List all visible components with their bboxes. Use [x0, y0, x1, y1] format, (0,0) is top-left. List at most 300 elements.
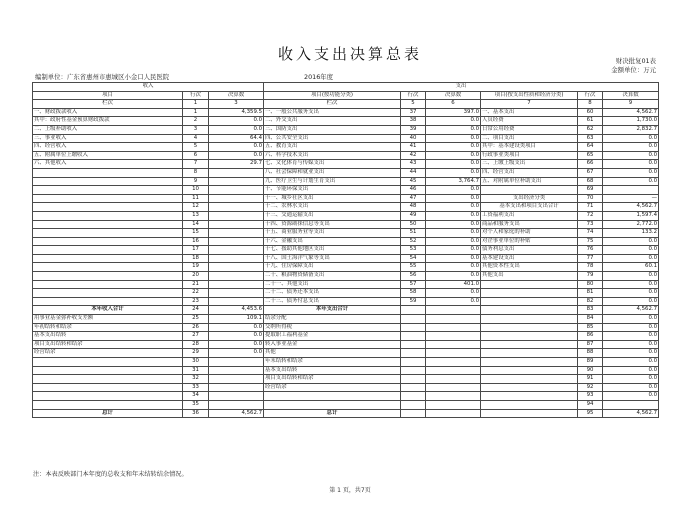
economic-item — [481, 340, 578, 349]
economic-row: 94 — [578, 400, 603, 409]
function-amount: 0.0 — [426, 229, 481, 238]
col-number: 9 — [603, 100, 659, 109]
table-row — [33, 409, 659, 418]
table-row — [33, 246, 659, 255]
income-item — [33, 168, 183, 177]
income-row: 35 — [183, 400, 209, 409]
function-amount: 0.0 — [426, 186, 481, 195]
table-row — [33, 297, 659, 306]
economic-row: 87 — [578, 340, 603, 349]
table-row — [33, 151, 659, 160]
income-row: 7 — [183, 160, 209, 169]
income-row: 20 — [183, 272, 209, 281]
income-item: 项目支出结转和结余 — [33, 340, 183, 349]
economic-row: 75 — [578, 237, 603, 246]
income-item — [33, 366, 183, 375]
function-row: 49 — [401, 211, 426, 220]
function-amount — [426, 366, 481, 375]
economic-item — [481, 306, 578, 315]
economic-row: 86 — [578, 332, 603, 341]
economic-row: 88 — [578, 349, 603, 358]
economic-amount: 0.0 — [603, 143, 659, 152]
income-row: 23 — [183, 297, 209, 306]
economic-amount: 0.0 — [603, 160, 659, 169]
income-amount: 64.4 — [209, 134, 264, 143]
economic-amount: 2,832.7 — [603, 125, 659, 134]
income-item — [33, 254, 183, 263]
economic-amount: 0.0 — [603, 323, 659, 332]
income-row: 22 — [183, 289, 209, 298]
income-row: 36 — [183, 409, 209, 418]
economic-amount: 0.0 — [603, 358, 659, 367]
economic-row: 82 — [578, 297, 603, 306]
table-row — [33, 237, 659, 246]
income-section-header: 收入 — [33, 83, 264, 92]
economic-amount: 0.0 — [603, 168, 659, 177]
income-item — [33, 246, 183, 255]
function-amount: 0.0 — [426, 220, 481, 229]
function-amount: 0.0 — [426, 143, 481, 152]
function-amount: 0.0 — [426, 203, 481, 212]
income-row: 8 — [183, 168, 209, 177]
function-row: 46 — [401, 186, 426, 195]
income-item — [33, 203, 183, 212]
function-row: 53 — [401, 246, 426, 255]
function-row: 54 — [401, 254, 426, 263]
table-row — [33, 194, 659, 203]
income-item — [33, 289, 183, 298]
function-item: 经营结余 — [264, 383, 401, 392]
income-item: 一、财政拨款收入 — [33, 108, 183, 117]
income-amount — [209, 280, 264, 289]
economic-item: 日常公用经费 — [481, 125, 578, 134]
table-row — [33, 392, 659, 401]
table-row — [33, 280, 659, 289]
function-amount: 0.0 — [426, 254, 481, 263]
function-row: 55 — [401, 263, 426, 272]
col-label: 栏次 — [264, 100, 401, 109]
economic-item: 工资福利支出 — [481, 211, 578, 220]
header-row: 行次 — [578, 91, 603, 100]
income-amount — [209, 194, 264, 203]
table-row — [33, 220, 659, 229]
function-row — [401, 392, 426, 401]
economic-item: 基本支出和项目支出合计 — [481, 203, 578, 212]
economic-row: 64 — [578, 143, 603, 152]
economic-item — [481, 392, 578, 401]
function-item: 五、教育支出 — [264, 143, 401, 152]
economic-amount: 0.0 — [603, 366, 659, 375]
table-row — [33, 168, 659, 177]
income-item — [33, 263, 183, 272]
col-number: 7 — [481, 100, 578, 109]
function-row — [401, 332, 426, 341]
table-row — [33, 306, 659, 315]
income-row: 28 — [183, 340, 209, 349]
table-row — [33, 117, 659, 126]
function-item: 四、公共安全支出 — [264, 134, 401, 143]
income-row: 5 — [183, 143, 209, 152]
function-amount: 0.0 — [426, 297, 481, 306]
economic-amount: 0.0 — [603, 375, 659, 384]
table-row — [33, 229, 659, 238]
economic-row: 79 — [578, 272, 603, 281]
income-item — [33, 220, 183, 229]
function-amount: 0.0 — [426, 151, 481, 160]
income-item — [33, 211, 183, 220]
table-row — [33, 254, 659, 263]
economic-item: 其他资本性支出 — [481, 263, 578, 272]
economic-row: 61 — [578, 117, 603, 126]
income-row: 18 — [183, 254, 209, 263]
header-item-economic: 项目(按支出性质和经济分类) — [481, 91, 578, 100]
income-item — [33, 375, 183, 384]
function-item: 十二、农林水支出 — [264, 203, 401, 212]
income-item: 基本支出结转 — [33, 332, 183, 341]
function-row: 43 — [401, 160, 426, 169]
function-item: 三、国防支出 — [264, 125, 401, 134]
economic-row: 77 — [578, 254, 603, 263]
income-row: 17 — [183, 246, 209, 255]
function-item: 总计 — [264, 409, 401, 418]
income-amount — [209, 168, 264, 177]
income-item — [33, 272, 183, 281]
income-amount: 0.0 — [209, 349, 264, 358]
col-label: 栏次 — [33, 100, 183, 109]
economic-row: 91 — [578, 375, 603, 384]
income-amount: 0.0 — [209, 340, 264, 349]
table-row — [33, 177, 659, 186]
economic-row: 72 — [578, 211, 603, 220]
income-item: 经营结余 — [33, 349, 183, 358]
table-row — [33, 272, 659, 281]
income-item — [33, 358, 183, 367]
function-row — [401, 306, 426, 315]
income-row: 26 — [183, 323, 209, 332]
table-row — [33, 263, 659, 272]
economic-row: 73 — [578, 220, 603, 229]
economic-row: 80 — [578, 280, 603, 289]
income-item — [33, 297, 183, 306]
function-item: 十七、援助其他地区支出 — [264, 246, 401, 255]
income-amount: 0.0 — [209, 125, 264, 134]
income-item — [33, 194, 183, 203]
function-amount: 3,764.7 — [426, 177, 481, 186]
function-item: 一、一般公共服务支出 — [264, 108, 401, 117]
function-row — [401, 315, 426, 324]
function-row: 47 — [401, 194, 426, 203]
income-amount — [209, 366, 264, 375]
table-row — [33, 358, 659, 367]
income-row: 21 — [183, 280, 209, 289]
income-row: 30 — [183, 358, 209, 367]
function-row: 57 — [401, 280, 426, 289]
function-amount: 0.0 — [426, 289, 481, 298]
function-amount — [426, 332, 481, 341]
income-row: 13 — [183, 211, 209, 220]
economic-row: 90 — [578, 366, 603, 375]
economic-row: 76 — [578, 246, 603, 255]
economic-amount: 4,562.7 — [603, 203, 659, 212]
function-item: 十、节能环保支出 — [264, 186, 401, 195]
income-item: 用事业基金弥补收支差额 — [33, 315, 183, 324]
table-row — [33, 400, 659, 409]
function-item: 提取职工福利基金 — [264, 332, 401, 341]
table-row — [33, 315, 659, 324]
economic-item: 其中：基本建设类项目 — [481, 143, 578, 152]
economic-item — [481, 332, 578, 341]
economic-row: 65 — [578, 151, 603, 160]
income-row: 16 — [183, 237, 209, 246]
report-title: 收入支出决算总表 — [277, 45, 422, 63]
header-amount: 决算数 — [603, 91, 659, 100]
income-amount: 29.7 — [209, 160, 264, 169]
function-amount — [426, 400, 481, 409]
income-item: 四、经营收入 — [33, 143, 183, 152]
income-item — [33, 383, 183, 392]
table-note: 注：本表反映部门本年度的总收支和年末结转结余情况。 — [33, 471, 188, 478]
income-amount: 0.0 — [209, 332, 264, 341]
expense-section-header: 支出 — [264, 83, 659, 92]
economic-row: 89 — [578, 358, 603, 367]
economic-amount — [603, 400, 659, 409]
header-row: 行次 — [183, 91, 209, 100]
function-amount — [426, 340, 481, 349]
economic-item — [481, 366, 578, 375]
economic-row: 81 — [578, 289, 603, 298]
economic-item — [481, 186, 578, 195]
table-row — [33, 186, 659, 195]
income-row: 29 — [183, 349, 209, 358]
economic-row: 62 — [578, 125, 603, 134]
function-item: 交纳所得税 — [264, 323, 401, 332]
income-row: 27 — [183, 332, 209, 341]
function-item: 十四、资源勘探信息等支出 — [264, 220, 401, 229]
function-row: 52 — [401, 237, 426, 246]
economic-amount: 4,562.7 — [603, 108, 659, 117]
income-item — [33, 229, 183, 238]
page-number: 第 1 页，共7页 — [329, 487, 371, 494]
economic-item: 对企事业单位的补贴 — [481, 237, 578, 246]
function-amount — [426, 383, 481, 392]
economic-amount: 0.0 — [603, 392, 659, 401]
income-amount — [209, 297, 264, 306]
form-code: 财决批复01表 — [615, 57, 656, 65]
function-item: 十五、商业服务业等支出 — [264, 229, 401, 238]
economic-row: 92 — [578, 383, 603, 392]
function-amount: 0.0 — [426, 125, 481, 134]
income-amount — [209, 229, 264, 238]
economic-row: 66 — [578, 160, 603, 169]
income-amount: 0.0 — [209, 151, 264, 160]
economic-item — [481, 349, 578, 358]
economic-item: 债务利息支出 — [481, 246, 578, 255]
function-row — [401, 383, 426, 392]
function-item: 基本支出结转 — [264, 366, 401, 375]
income-amount — [209, 237, 264, 246]
economic-amount: 133.2 — [603, 229, 659, 238]
economic-amount: 0.0 — [603, 177, 659, 186]
income-row: 32 — [183, 375, 209, 384]
income-row: 34 — [183, 392, 209, 401]
income-amount — [209, 392, 264, 401]
income-row: 11 — [183, 194, 209, 203]
income-amount: 0.0 — [209, 117, 264, 126]
header-amount: 决算数 — [426, 91, 481, 100]
table-row — [33, 340, 659, 349]
income-amount — [209, 211, 264, 220]
income-item: 二、上级补助收入 — [33, 125, 183, 134]
function-item: 本年支出合计 — [264, 306, 401, 315]
function-amount — [426, 358, 481, 367]
economic-amount: 0.0 — [603, 151, 659, 160]
report-year: 2016年度 — [304, 73, 334, 81]
income-amount — [209, 220, 264, 229]
amount-unit: 金额单位：万元 — [611, 66, 656, 74]
income-amount — [209, 263, 264, 272]
economic-amount: 0.0 — [603, 254, 659, 263]
function-amount: 0.0 — [426, 211, 481, 220]
function-amount — [426, 409, 481, 418]
income-item — [33, 237, 183, 246]
economic-row: 69 — [578, 186, 603, 195]
function-amount — [426, 323, 481, 332]
income-item: 五、附属单位上缴收入 — [33, 151, 183, 160]
function-item: 六、科学技术支出 — [264, 151, 401, 160]
function-item: 十三、交通运输支出 — [264, 211, 401, 220]
function-amount: 0.0 — [426, 263, 481, 272]
table-row — [33, 203, 659, 212]
function-item: 二十二、债务还本支出 — [264, 289, 401, 298]
col-number: 6 — [426, 100, 481, 109]
income-row: 9 — [183, 177, 209, 186]
economic-amount: 0.0 — [603, 349, 659, 358]
income-row: 10 — [183, 186, 209, 195]
income-item: 总计 — [33, 409, 183, 418]
economic-row: 85 — [578, 323, 603, 332]
income-item — [33, 280, 183, 289]
income-item: 本年收入合计 — [33, 306, 183, 315]
income-row: 12 — [183, 203, 209, 212]
table-row — [33, 323, 659, 332]
function-amount: 0.0 — [426, 194, 481, 203]
function-item: 十八、国土海洋气象等支出 — [264, 254, 401, 263]
economic-item: 二、项目支出 — [481, 134, 578, 143]
economic-item — [481, 315, 578, 324]
economic-amount: 4,562.7 — [603, 306, 659, 315]
function-amount: 401.0 — [426, 280, 481, 289]
economic-row: 78 — [578, 263, 603, 272]
economic-row: 95 — [578, 409, 603, 418]
income-item: 年初结转和结余 — [33, 323, 183, 332]
function-row: 48 — [401, 203, 426, 212]
header-item-function: 项目(按功能分类) — [264, 91, 401, 100]
function-row: 40 — [401, 134, 426, 143]
function-item: 十一、城乡社区支出 — [264, 194, 401, 203]
economic-amount: 0.0 — [603, 134, 659, 143]
economic-item — [481, 297, 578, 306]
income-item: 三、事业收入 — [33, 134, 183, 143]
economic-amount: 60.1 — [603, 263, 659, 272]
income-amount: 4,453.6 — [209, 306, 264, 315]
function-amount: 0.0 — [426, 160, 481, 169]
function-item: 二十、粮油物资储备支出 — [264, 272, 401, 281]
table-row — [33, 383, 659, 392]
function-row — [401, 358, 426, 367]
function-row: 42 — [401, 151, 426, 160]
income-amount — [209, 246, 264, 255]
function-item: 二十三、债务付息支出 — [264, 297, 401, 306]
income-amount — [209, 272, 264, 281]
function-row: 41 — [401, 143, 426, 152]
economic-amount: 0.0 — [603, 280, 659, 289]
economic-amount: — — [603, 194, 659, 203]
function-row — [401, 400, 426, 409]
function-amount: 0.0 — [426, 246, 481, 255]
economic-item — [481, 280, 578, 289]
function-row — [401, 366, 426, 375]
economic-amount: 0.0 — [603, 246, 659, 255]
header-item: 项目 — [33, 91, 183, 100]
economic-item — [481, 400, 578, 409]
economic-item: 人员经费 — [481, 117, 578, 126]
income-amount: 0.0 — [209, 323, 264, 332]
function-row: 56 — [401, 272, 426, 281]
economic-item: 基本建设支出 — [481, 254, 578, 263]
table-row — [33, 143, 659, 152]
function-amount: 0.0 — [426, 134, 481, 143]
function-item: 转入事业基金 — [264, 340, 401, 349]
header-amount: 决算数 — [209, 91, 264, 100]
income-amount — [209, 383, 264, 392]
income-amount — [209, 289, 264, 298]
function-item: 八、社会保障和就业支出 — [264, 168, 401, 177]
function-amount — [426, 315, 481, 324]
function-row — [401, 409, 426, 418]
function-item: 其他 — [264, 349, 401, 358]
economic-row: 67 — [578, 168, 603, 177]
economic-item: 五、对附属单位补助支出 — [481, 177, 578, 186]
income-row: 19 — [183, 263, 209, 272]
function-row: 58 — [401, 289, 426, 298]
table-row — [33, 366, 659, 375]
income-row: 33 — [183, 383, 209, 392]
income-amount: 109.1 — [209, 315, 264, 324]
function-item: 十九、住房保障支出 — [264, 263, 401, 272]
function-item: 结余分配 — [264, 315, 401, 324]
economic-amount: 1,730.0 — [603, 117, 659, 126]
economic-row: 84 — [578, 315, 603, 324]
income-row: 15 — [183, 229, 209, 238]
function-amount: 0.0 — [426, 117, 481, 126]
income-item: 六、其他收入 — [33, 160, 183, 169]
economic-row: 68 — [578, 177, 603, 186]
economic-row: 63 — [578, 134, 603, 143]
table-row — [33, 349, 659, 358]
economic-amount: 4,562.7 — [603, 409, 659, 418]
income-amount — [209, 203, 264, 212]
income-amount — [209, 186, 264, 195]
economic-row: 93 — [578, 392, 603, 401]
economic-item: 支出经济分类 — [481, 194, 578, 203]
reporting-unit: 编制单位：广东省惠州市惠城区小金口人民医院 — [35, 73, 170, 81]
function-row — [401, 349, 426, 358]
table-row — [33, 125, 659, 134]
economic-item — [481, 323, 578, 332]
function-row: 37 — [401, 108, 426, 117]
function-item: 七、文化体育与传媒支出 — [264, 160, 401, 169]
table-row — [33, 108, 659, 117]
